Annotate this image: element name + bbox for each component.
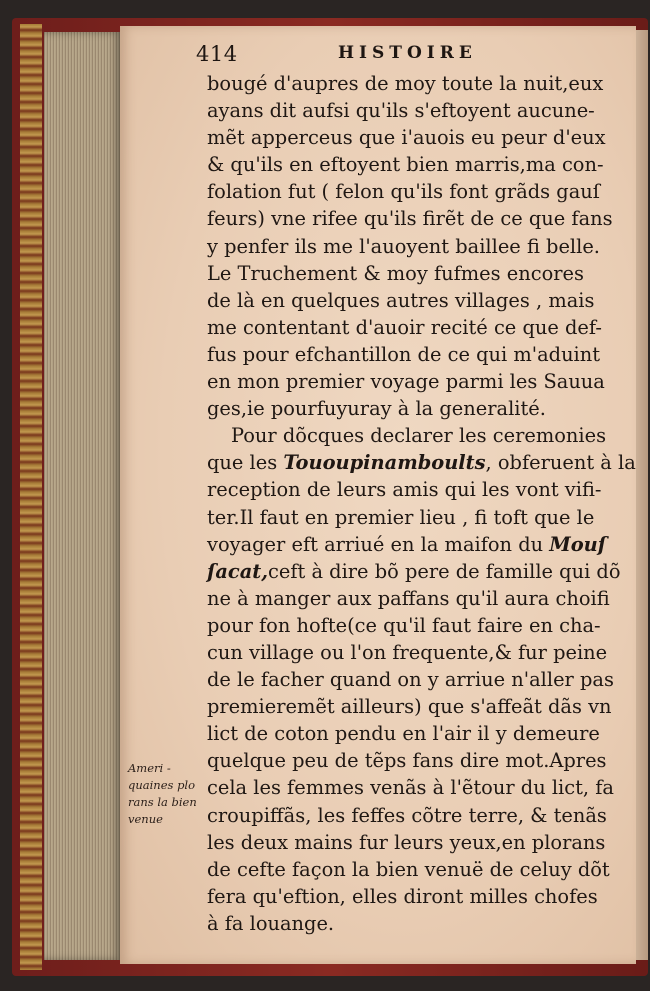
text-fragment: voyager eft arriué en la maifon du	[207, 532, 550, 556]
marginal-note-line: venue	[128, 812, 163, 826]
text-line: me contentant d'auoir recité ce que def-	[207, 315, 602, 339]
text-line: ayans dit aufsi qu'ils s'eftoyent aucune-	[207, 99, 595, 123]
text-fragment: , obferuent à la	[485, 451, 636, 475]
text-line: ter.Il faut en premier lieu , fi toft que le	[207, 505, 595, 529]
text-line: fus pour efchantillon de ce qui m'aduint	[207, 342, 601, 366]
text-line: en mon premier voyage parmi les Sauua	[207, 370, 605, 394]
marginal-note	[128, 760, 206, 828]
text-line: de le facher quand on y arriue n'aller pas	[207, 668, 614, 692]
text-line: lict de coton pendu en l'air il y demeure	[207, 722, 600, 746]
text-line: ges,ie pourfuyuray à la generalité.	[207, 397, 546, 421]
body-text	[207, 70, 636, 937]
text-line: folation fut ( felon qu'ils font grãds gauſ	[207, 180, 600, 204]
text-line: de là en quelques autres villages , mais	[207, 288, 595, 312]
text-line: premieremẽt ailleurs) que s'affeãt dãs vn	[207, 695, 612, 719]
text-fragment: que les	[207, 451, 284, 475]
text-line: & qu'ils en eftoyent bien marris,ma con-	[207, 153, 604, 177]
text-line: croupiffãs, les feffes cõtre terre, & tenãs	[207, 803, 607, 827]
text-line: bougé d'aupres de moy toute la nuit,eux	[207, 72, 604, 95]
italic-term: Tououpinamboults	[283, 451, 486, 475]
text-line: ne à manger aux paffans qu'il aura choifi	[207, 586, 610, 610]
text-line: à fa louange.	[207, 911, 335, 935]
text-line: fera qu'eftion, elles diront milles chofes	[207, 884, 598, 908]
text-fragment: ceft à dire bõ pere de famille qui dõ	[267, 559, 621, 583]
running-head: HISTOIRE	[338, 43, 477, 63]
text-line: pour fon hofte(ce qu'il faut faire en cha-	[207, 613, 601, 637]
text-line: feurs) vne rifee qu'ils firẽt de ce que fans	[207, 207, 613, 231]
marginal-note-line: Ameri -	[128, 761, 171, 775]
text-line	[207, 449, 636, 476]
marginal-note-line: rans la bien	[128, 795, 197, 809]
text-line: de cefte façon la bien venuë de celuy dõt	[207, 857, 610, 881]
page-edges	[44, 32, 122, 960]
italic-term: ſacat,	[207, 559, 268, 583]
italic-term: Mouſ	[549, 532, 607, 556]
text-line: cun village ou l'on frequente,& fur peine	[207, 640, 608, 664]
page-number: 414	[196, 42, 238, 66]
page-header	[196, 42, 616, 68]
text-line: y penfer ils me l'auoyent baillee fi belle.	[207, 234, 600, 258]
text-line: les deux mains fur leurs yeux,en plorans	[207, 830, 606, 854]
text-line: quelque peu de tẽps fans dire mot.Apres	[207, 749, 607, 773]
text-line: Le Truchement & moy fufmes encores	[207, 261, 584, 285]
text-line	[207, 531, 617, 558]
text-line: cela les femmes venãs à l'ẽtour du lict, fa	[207, 776, 614, 800]
text-line	[207, 558, 621, 585]
marginal-note-line: quaines plo	[128, 778, 196, 792]
text-line: reception de leurs amis qui les vont vifi-	[207, 478, 602, 502]
paragraph-start-line: Pour dõcques declarer les ceremonies	[231, 424, 607, 448]
text-line: mẽt apperceus que i'auois eu peur d'eux	[207, 126, 606, 150]
